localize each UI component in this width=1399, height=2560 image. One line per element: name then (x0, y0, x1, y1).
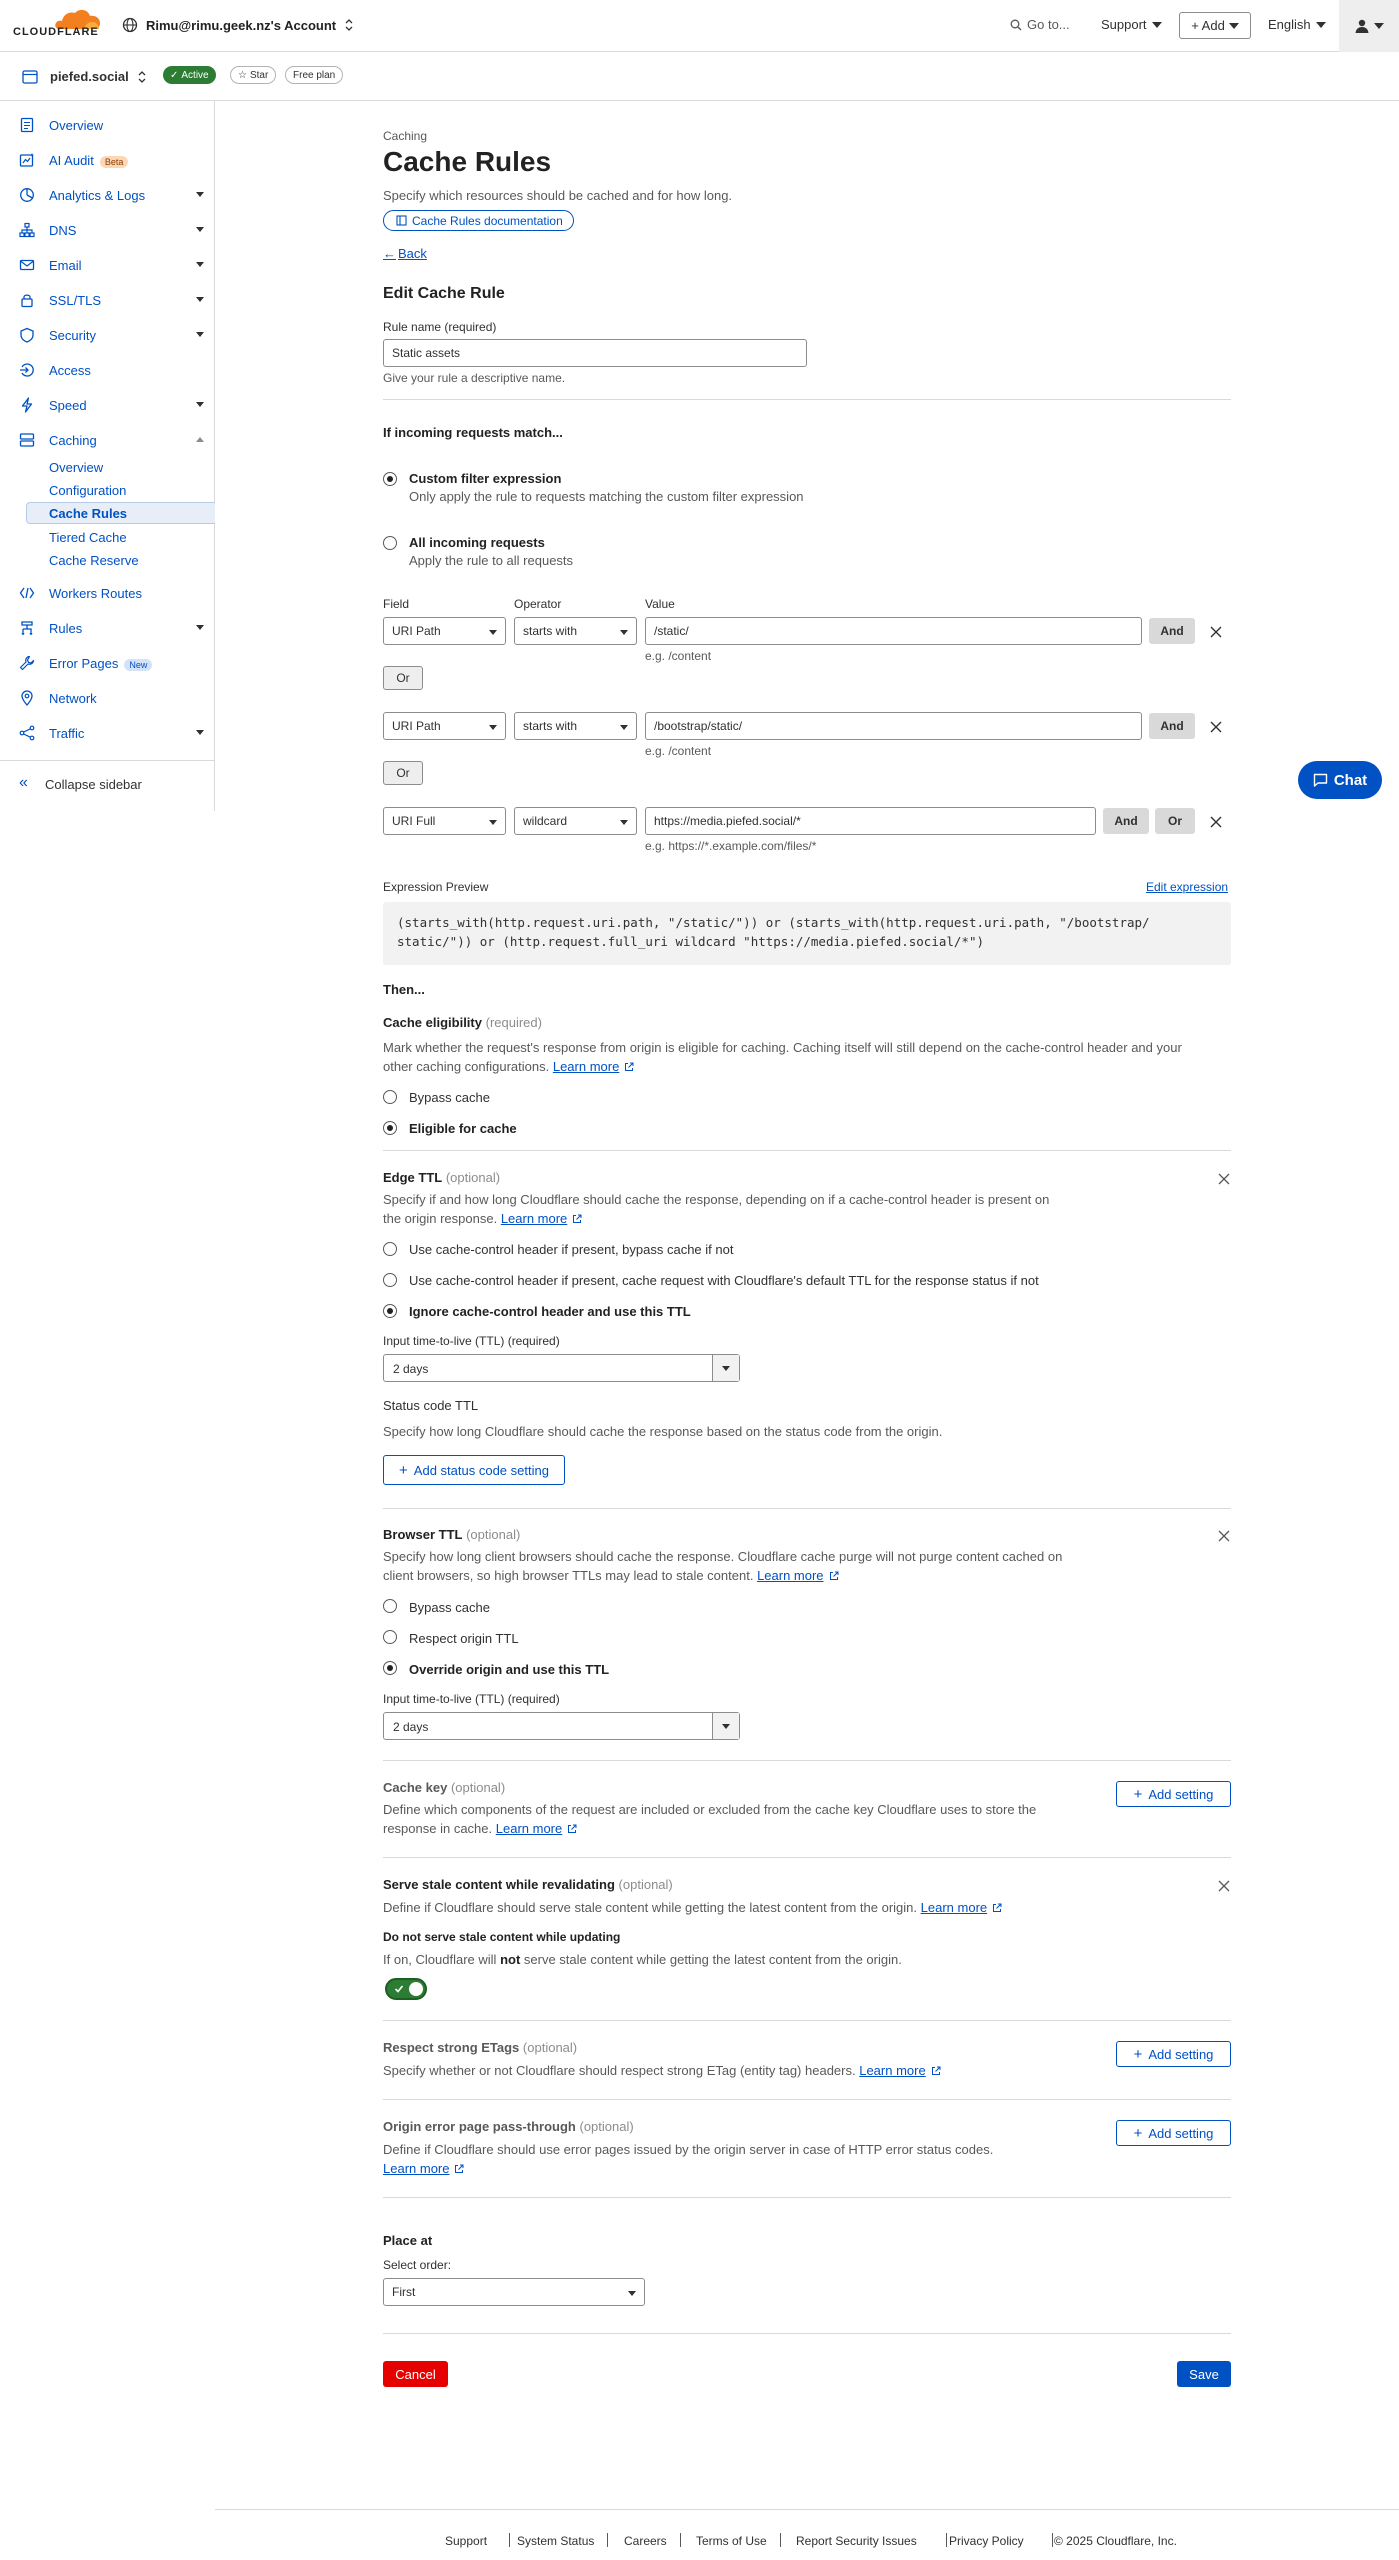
caret-down-icon (712, 1713, 739, 1739)
caret-down-icon (489, 630, 497, 635)
edit-rule-heading: Edit Cache Rule (383, 285, 505, 302)
sidebar-item-label: DNS (49, 222, 77, 238)
star-button[interactable] (230, 66, 276, 84)
desc-text: Define if Cloudflare should serve stale content while getting the latest content from the origin. (383, 1900, 918, 1915)
edge-ttl-value: 2 days (393, 1362, 429, 1376)
radio-eligible-cache[interactable] (383, 1121, 397, 1135)
footer-separator (509, 2533, 510, 2547)
chat-label: Chat (1333, 771, 1368, 789)
language-menu[interactable] (1268, 17, 1326, 32)
ai-audit-icon (19, 152, 35, 168)
footer-separator (680, 2533, 681, 2547)
desc-text: the origin response. (383, 1211, 498, 1226)
search-icon (1010, 19, 1022, 31)
bypass-cache-label: Bypass cache (409, 1090, 490, 1105)
browser-ttl-title (383, 1527, 520, 1542)
place-at-title: Place at (383, 2233, 433, 2248)
chat-bubble-icon (1313, 773, 1328, 787)
sidebar-item-label: Network (49, 690, 97, 706)
sidebar-item-network[interactable] (0, 685, 215, 711)
divider (383, 2197, 1231, 2198)
radio-edge-option-3[interactable] (383, 1304, 397, 1318)
sidebar-subitem-tiered-cache[interactable]: Tiered Cache (49, 530, 127, 545)
add-status-code-label: Add status code setting (413, 1462, 549, 1478)
sidebar-item-error-pages[interactable] (0, 650, 215, 676)
add-status-code-button[interactable] (383, 1455, 565, 1485)
browser-ttl-desc (383, 1568, 839, 1583)
caret-down-icon (620, 725, 628, 730)
collapse-sidebar-label: Collapse sidebar (45, 776, 142, 792)
value-hint: e.g. /content (645, 744, 712, 758)
field-select-value: URI Path (392, 719, 441, 733)
external-link-icon (454, 2164, 464, 2174)
add-label: + Add (1191, 18, 1225, 33)
desc-text: client browsers, so high browser TTLs may lead to stale content. (383, 1568, 754, 1583)
caret-down-icon (196, 297, 204, 302)
location-icon (19, 690, 35, 706)
divider (383, 399, 1231, 400)
custom-filter-desc: Only apply the rule to requests matching the custom filter expression (409, 489, 804, 504)
section-title: Browser TTL (383, 1527, 463, 1542)
learn-more-link[interactable]: Learn more (859, 2063, 926, 2078)
value-hint: e.g. https://*.example.com/files/* (645, 839, 817, 853)
learn-more-link[interactable]: Learn more (552, 1059, 620, 1074)
edit-expression-link[interactable]: Edit expression (1146, 880, 1229, 894)
status-badge (163, 66, 216, 84)
or-button[interactable]: Or (383, 666, 423, 690)
external-link-icon (572, 1214, 582, 1224)
external-link-icon (992, 1903, 1002, 1913)
external-link-icon (931, 2066, 941, 2076)
etags-desc (383, 2063, 941, 2078)
caret-down-icon (196, 227, 204, 232)
star-label: Star (249, 69, 269, 81)
browser-ttl-desc: Specify how long client browsers should cache the response. Cloudflare cache purge will not purge content cached on (383, 1549, 1063, 1564)
expression-line: (starts_with(http.request.uri.path, "/static/")) or (starts_with(http.request.uri.path, "/bootstrap/ (397, 915, 1150, 930)
account-name: Rimu@rimu.geek.nz's Account (146, 17, 337, 33)
section-tag: (optional) (445, 1170, 501, 1185)
learn-more-link[interactable]: Learn more (500, 1211, 568, 1226)
operator-select[interactable] (514, 712, 637, 740)
goto-label: Go to... (1027, 17, 1070, 32)
footer-separator (607, 2533, 608, 2547)
status-code-ttl-title: Status code TTL (383, 1398, 479, 1413)
add-button[interactable] (1179, 12, 1251, 39)
edge-ttl-desc (383, 1211, 582, 1226)
divider (383, 1150, 1231, 1151)
sidebar-item-caching[interactable] (0, 427, 215, 453)
desc-text: response in cache. (383, 1821, 493, 1836)
user-icon (1354, 18, 1370, 34)
operator-select[interactable] (514, 807, 637, 835)
field-select[interactable] (383, 617, 506, 645)
wrench-icon (19, 655, 35, 671)
page-title: Cache Rules (383, 146, 552, 177)
expression-line: static/")) or (http.request.full_uri wildcard "https://media.piefed.social/*") (397, 934, 984, 949)
browser-override-label: Override origin and use this TTL (409, 1662, 610, 1677)
sidebar-item-label: Access (49, 362, 91, 378)
then-heading: Then... (383, 982, 425, 997)
external-link-icon (829, 1571, 839, 1581)
sidebar-subitem-cache-rules[interactable]: Cache Rules (49, 506, 128, 521)
caret-down-icon (196, 402, 204, 407)
serve-stale-title (383, 1877, 673, 1892)
sidebar-item-analytics[interactable] (0, 182, 215, 208)
collapse-sidebar-button[interactable] (0, 771, 215, 797)
rule-name-label: Rule name (required) (383, 320, 497, 334)
desc-text: If on, Cloudflare will (383, 1952, 501, 1967)
shield-icon (19, 327, 35, 343)
sidebar-item-label: Workers Routes (49, 585, 142, 601)
cache-key-title (383, 1780, 505, 1795)
caret-down-icon (489, 820, 497, 825)
cache-eligibility-desc: Mark whether the request's response from origin is eligible for caching. Caching itself will still depend on the cache-control header and your (383, 1040, 1182, 1055)
origin-error-desc: Define if Cloudflare should use error pages issued by the origin server in case of HTTP error status codes. (383, 2142, 994, 2157)
operator-column-label: Operator (514, 597, 562, 611)
order-select-value: First (392, 2285, 416, 2299)
footer-link-privacy[interactable]: Privacy Policy (949, 2534, 1024, 2548)
field-select[interactable] (383, 807, 506, 835)
sidebar-item-ai-audit[interactable] (0, 147, 215, 173)
field-select[interactable] (383, 712, 506, 740)
user-menu[interactable] (1339, 0, 1399, 52)
traffic-icon (19, 725, 35, 741)
sidebar-item-overview[interactable] (0, 112, 215, 138)
sidebar-subitem-overview[interactable]: Overview (49, 460, 104, 475)
and-button[interactable]: And (1103, 808, 1149, 834)
browser-bypass-label: Bypass cache (409, 1600, 490, 1615)
plus-icon: + (1133, 2045, 1143, 2063)
value-hint: e.g. /content (645, 649, 712, 663)
sidebar-item-ssl-tls[interactable] (0, 287, 215, 313)
caret-down-icon (1152, 22, 1162, 28)
cache-key-desc: Define which components of the request are included or excluded from the cache key Cloudflare uses to store the (383, 1802, 1037, 1817)
caret-down-icon (196, 192, 204, 197)
caret-down-icon (196, 262, 204, 267)
radio-bypass-cache[interactable] (383, 1090, 397, 1104)
browser-respect-label: Respect origin TTL (409, 1631, 519, 1646)
custom-filter-title: Custom filter expression (409, 471, 562, 486)
status-badge-label: Active (181, 69, 209, 81)
radio-browser-override[interactable] (383, 1661, 397, 1675)
select-order-label: Select order: (383, 2258, 452, 2272)
radio-custom-filter[interactable] (383, 472, 397, 486)
globe-icon (122, 17, 138, 33)
caret-down-icon (489, 725, 497, 730)
lightning-icon (19, 397, 35, 413)
expression-preview-label: Expression Preview (383, 880, 489, 894)
sidebar-item-label: Rules (49, 620, 83, 636)
caret-down-icon (196, 625, 204, 630)
language-label: English (1268, 17, 1311, 32)
sidebar-item-label (49, 656, 152, 671)
close-icon[interactable] (1209, 815, 1223, 829)
sidebar-item-workers-routes[interactable] (0, 580, 215, 606)
divider (383, 1508, 1231, 1509)
sidebar-item-label: SSL/TLS (49, 292, 102, 308)
close-icon[interactable] (1217, 1172, 1231, 1186)
caret-up-icon (196, 437, 204, 442)
cache-eligibility-title (383, 1015, 542, 1030)
operator-select-value: starts with (523, 624, 578, 638)
book-icon (396, 215, 407, 226)
footer-copyright: © 2025 Cloudflare, Inc. (1054, 2534, 1177, 2548)
external-link-icon (624, 1062, 634, 1072)
email-icon (19, 257, 35, 273)
plan-label: Free plan (293, 69, 336, 81)
or-button[interactable]: Or (1155, 808, 1195, 834)
field-column-label: Field (383, 597, 410, 611)
sidebar-item-label (49, 153, 128, 168)
footer-link-careers[interactable]: Careers (624, 2534, 667, 2548)
operator-select-value: starts with (523, 719, 578, 733)
section-title: Edge TTL (383, 1170, 443, 1185)
document-icon (19, 117, 35, 133)
browser-ttl-select[interactable] (383, 1712, 740, 1740)
documentation-link-label: Cache Rules documentation (412, 213, 563, 228)
serve-stale-desc (383, 1900, 1002, 1915)
close-icon[interactable] (1217, 1529, 1231, 1543)
add-setting-label: Add setting (1148, 2125, 1214, 2141)
edge-ttl-title (383, 1170, 500, 1185)
zone-switcher[interactable] (22, 69, 147, 84)
radio-all-requests[interactable] (383, 536, 397, 550)
sidebar-item-label: Traffic (49, 725, 85, 741)
plan-badge[interactable] (285, 66, 343, 84)
etags-add-setting-button[interactable] (1116, 2041, 1231, 2067)
rule-name-help: Give your rule a descriptive name. (383, 371, 566, 385)
desc-text: other caching configurations. (383, 1059, 550, 1074)
sidebar-subitem-configuration[interactable]: Configuration (49, 483, 127, 498)
sidebar-item-text: Error Pages (49, 655, 119, 671)
learn-more-link[interactable]: Learn more (495, 1821, 563, 1836)
lock-icon (19, 292, 35, 308)
edge-option-1-label: Use cache-control header if present, bypass cache if not (409, 1242, 734, 1257)
field-select-value: URI Full (392, 814, 436, 828)
stale-toggle-title: Do not serve stale content while updating (383, 1930, 621, 1944)
section-title: Cache key (383, 1780, 448, 1795)
footer-separator (1052, 2533, 1053, 2547)
desc-text: serve stale content while getting the latest content from the origin. (520, 1952, 902, 1967)
add-setting-label: Add setting (1148, 1786, 1214, 1802)
caret-down-icon (196, 332, 204, 337)
sidebar-item-label: Caching (49, 432, 97, 448)
beta-badge: Beta (100, 156, 129, 168)
footer-link-system-status[interactable]: System Status (517, 2534, 595, 2548)
radio-edge-option-1[interactable] (383, 1242, 397, 1256)
sidebar-item-email[interactable] (0, 252, 215, 278)
top-bar (0, 0, 1399, 52)
status-code-ttl-desc: Specify how long Cloudflare should cache the response based on the status code from the origin. (383, 1424, 943, 1439)
sidebar-divider (0, 760, 215, 761)
close-icon[interactable] (1217, 1879, 1231, 1893)
learn-more-link[interactable]: Learn more (920, 1900, 988, 1915)
dns-icon (19, 222, 35, 238)
double-chevron-left-icon: « (19, 774, 28, 791)
edge-ttl-input-label: Input time-to-live (TTL) (required) (383, 1334, 560, 1348)
learn-more-link[interactable]: Learn more (757, 1568, 824, 1583)
sidebar-item-traffic[interactable] (0, 720, 215, 746)
section-tag: (optional) (466, 1527, 521, 1542)
caret-down-icon (196, 730, 204, 735)
cloudflare-logo-text: CLOUDFLARE (13, 26, 99, 38)
documentation-link[interactable] (383, 210, 574, 231)
workers-icon (19, 585, 35, 601)
edge-option-2-label: Use cache-control header if present, cache request with Cloudflare's default TTL for the response status if not (409, 1273, 1039, 1288)
browser-window-icon (22, 70, 38, 84)
or-button[interactable]: Or (383, 761, 423, 785)
operator-select[interactable] (514, 617, 637, 645)
external-link-icon (567, 1824, 577, 1834)
section-tag: (optional) (618, 1877, 673, 1892)
account-switcher[interactable] (122, 17, 354, 33)
sidebar-item-speed[interactable] (0, 392, 215, 418)
value-column-label: Value (645, 597, 675, 611)
back-label: Back (398, 246, 427, 261)
zone-name: piefed.social (50, 69, 129, 84)
stale-toggle-desc (383, 1952, 902, 1967)
footer-link-report-security[interactable]: Report Security Issues (796, 2534, 917, 2548)
footer-separator (780, 2533, 781, 2547)
value-input[interactable]: /static/ (645, 617, 1142, 645)
origin-error-title (383, 2119, 634, 2134)
sidebar-item-rules[interactable] (0, 615, 215, 641)
eligible-cache-label: Eligible for cache (409, 1121, 517, 1136)
origin-error-learn-more (383, 2161, 464, 2176)
edge-ttl-select[interactable] (383, 1354, 740, 1382)
edge-ttl-desc: Specify if and how long Cloudflare should cache the response, depending on if a cache-control header is present on (383, 1192, 1050, 1207)
footer-separator (946, 2533, 947, 2547)
value-input[interactable]: /bootstrap/static/ (645, 712, 1142, 740)
chevron-updown-icon (137, 70, 147, 84)
sidebar-item-label: Security (49, 327, 96, 343)
rules-icon (19, 620, 35, 636)
and-button[interactable]: And (1149, 713, 1195, 739)
cache-key-add-setting-button[interactable] (1116, 1781, 1231, 1807)
check-icon: ✓ (170, 69, 179, 81)
chevron-updown-icon (344, 18, 354, 32)
sidebar-item-label: Speed (49, 397, 87, 413)
plus-icon: + (1133, 2124, 1143, 2142)
plus-icon: + (1133, 1785, 1143, 1803)
caret-down-icon (620, 820, 628, 825)
sidebar-item-dns[interactable] (0, 217, 215, 243)
close-icon[interactable] (1209, 720, 1223, 734)
stale-toggle-switch[interactable] (385, 1978, 427, 2000)
section-tag: (optional) (522, 2040, 578, 2055)
divider (383, 1760, 1231, 1761)
section-tag: (optional) (450, 1780, 506, 1795)
desc-text: Specify whether or not Cloudflare should respect strong ETag (entity tag) headers. (383, 2063, 856, 2078)
caching-icon (19, 432, 35, 448)
support-menu[interactable] (1101, 17, 1162, 32)
radio-edge-option-2[interactable] (383, 1273, 397, 1287)
cache-key-desc (383, 1821, 577, 1836)
radio-browser-respect[interactable] (383, 1630, 397, 1644)
new-badge: New (124, 659, 152, 671)
all-requests-title: All incoming requests (409, 535, 545, 550)
check-icon (394, 1984, 404, 1994)
sidebar-item-access[interactable] (0, 357, 215, 383)
sidebar-item-label: Email (49, 257, 82, 273)
footer-link-support[interactable]: Support (445, 2534, 488, 2548)
section-tag: (required) (485, 1015, 542, 1030)
expression-preview (383, 902, 1231, 965)
section-title: Origin error page pass-through (383, 2119, 576, 2134)
add-setting-label: Add setting (1148, 2046, 1214, 2062)
caret-down-icon (1229, 23, 1239, 29)
cache-eligibility-desc (383, 1059, 634, 1074)
support-label: Support (1101, 17, 1147, 32)
section-title: Cache eligibility (383, 1015, 482, 1030)
all-requests-desc: Apply the rule to all requests (409, 553, 574, 568)
plus-icon: + (399, 1461, 408, 1479)
caret-down-icon (1374, 23, 1384, 29)
caret-down-icon (712, 1355, 739, 1381)
divider (383, 2020, 1231, 2021)
sidebar-item-security[interactable] (0, 322, 215, 348)
learn-more-link[interactable]: Learn more (383, 2161, 450, 2176)
star-icon: ☆ (238, 69, 247, 81)
match-heading: If incoming requests match... (383, 425, 563, 440)
divider (383, 2333, 1231, 2334)
caret-down-icon (620, 630, 628, 635)
operator-select-value: wildcard (523, 814, 568, 828)
divider (383, 2099, 1231, 2100)
footer-link-terms[interactable]: Terms of Use (696, 2534, 767, 2548)
goto-button[interactable] (1010, 17, 1070, 32)
value-input[interactable]: https://media.piefed.social/* (645, 807, 1096, 835)
save-button[interactable]: Save (1177, 2361, 1231, 2387)
caret-down-icon (628, 2291, 636, 2296)
chat-button[interactable] (1298, 761, 1382, 799)
breadcrumb[interactable]: Caching (383, 129, 428, 143)
section-title: Respect strong ETags (383, 2040, 520, 2055)
access-icon (19, 362, 35, 378)
sidebar-item-text: AI Audit (49, 152, 94, 168)
back-link[interactable] (383, 246, 427, 261)
origin-error-add-setting-button[interactable] (1116, 2120, 1231, 2146)
footer (215, 2509, 1399, 2560)
and-button[interactable]: And (1149, 618, 1195, 644)
radio-browser-bypass[interactable] (383, 1599, 397, 1613)
desc-emphasis: not (500, 1952, 521, 1967)
sidebar-subitem-cache-reserve[interactable]: Cache Reserve (49, 553, 139, 568)
analytics-icon (19, 187, 35, 203)
cancel-button[interactable]: Cancel (383, 2361, 448, 2387)
caret-down-icon (1316, 22, 1326, 28)
rule-name-input[interactable]: Static assets (383, 339, 807, 367)
section-tag: (optional) (579, 2119, 634, 2134)
sidebar-item-label: Overview (49, 117, 104, 133)
field-select-value: URI Path (392, 624, 441, 638)
edge-option-3-label: Ignore cache-control header and use this TTL (409, 1304, 691, 1319)
close-icon[interactable] (1209, 625, 1223, 639)
page-subtitle: Specify which resources should be cached and for how long. (383, 188, 733, 203)
order-select[interactable] (383, 2278, 645, 2306)
divider (383, 1857, 1231, 1858)
browser-ttl-input-label: Input time-to-live (TTL) (required) (383, 1692, 560, 1706)
arrow-left-icon: ← (383, 246, 396, 261)
browser-ttl-value: 2 days (393, 1720, 429, 1734)
etags-title (383, 2040, 577, 2055)
section-title: Serve stale content while revalidating (383, 1877, 615, 1892)
sidebar-item-label: Analytics & Logs (49, 187, 146, 203)
